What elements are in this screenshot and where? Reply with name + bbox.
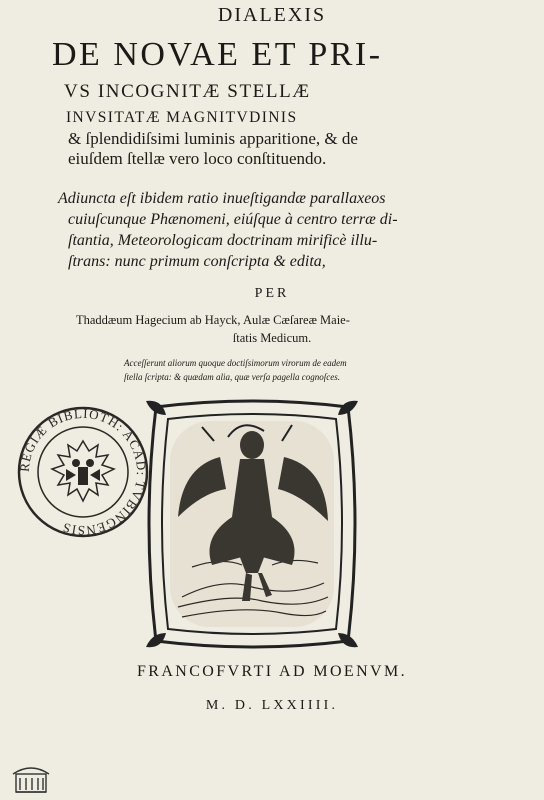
italic-line-1: Adiuncta eſt ibidem ratio inueſtigandæ parallaxeos	[58, 190, 386, 207]
woodcut-illustration	[142, 397, 362, 651]
library-logo-icon	[10, 762, 52, 798]
title-line-dialexis: DIALEXIS	[217, 4, 327, 26]
accesserunt-line-2: ſtella ſcripta: & quædam alia, quæ verſa pagella cognoſces.	[124, 372, 340, 382]
imprint-year: M. D. LXXIIII.	[205, 698, 339, 713]
italic-line-2: cuiuſcunque Phænomeni, eiúſque à centro terræ di-	[68, 211, 398, 228]
per-label: PER	[254, 286, 290, 301]
eagle-icon	[52, 441, 114, 501]
author-line-2: ſtatis Medicum.	[232, 331, 312, 345]
title-line-eiusdem: eiuſdem ſtellæ vero loco conſtituendo.	[68, 149, 327, 168]
stamp-text: REGIÆ BIBLIOTH: ACAD: TVBINGENSIS	[16, 405, 150, 539]
italic-line-3: ſtantia, Meteorologicam doctrinam mirificè illu-	[68, 232, 378, 249]
library-stamp	[16, 405, 150, 539]
accesserunt-line-1: Acceſſerunt aliorum quoque doctiſsimorum virorum de eadem	[124, 358, 347, 368]
italic-line-4: ſtrans: nunc primum conſcripta & edita,	[68, 253, 326, 270]
title-line-incognitae: VS INCOGNITÆ STELLÆ	[64, 81, 311, 102]
title-line-de-novae: DE NOVAE ET PRI-	[52, 36, 383, 73]
imprint-place: FRANCOFVRTI AD MOENVM.	[136, 663, 408, 680]
title-line-splendidissimi: & ſplendidiſsimi luminis apparitione, & de	[68, 129, 358, 148]
title-line-magnitudinis: INVSITATÆ MAGNITVDINIS	[66, 109, 298, 126]
author-line-1: Thaddæum Hagecium ab Hayck, Aulæ Cæſareæ Maie-	[76, 313, 350, 327]
